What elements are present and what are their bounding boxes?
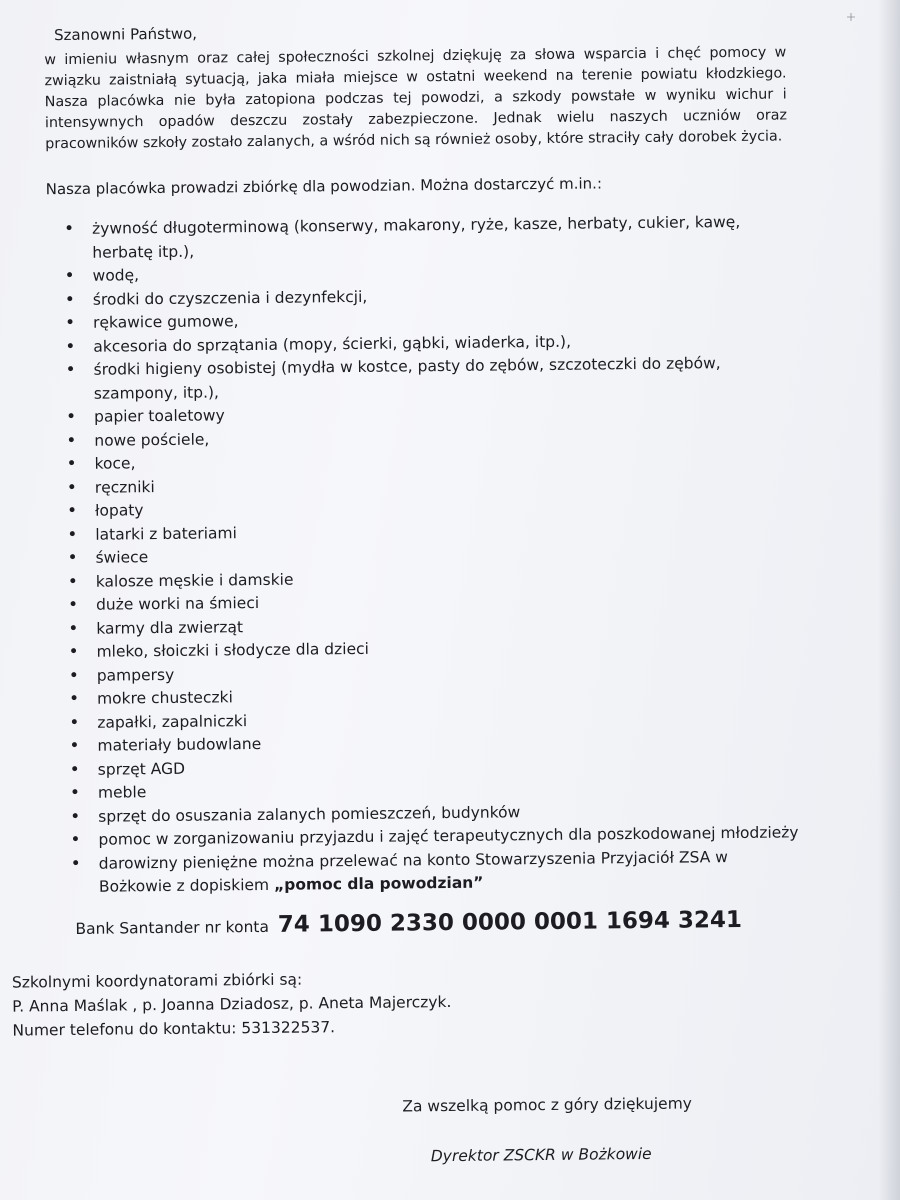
list-item: • mokre chusteczki (61, 680, 801, 711)
list-item: • środki higieny osobistej (mydła w kostce, pasty do zębów, szczoteczki do zębów, szampony, itp.), (57, 351, 797, 406)
list-item: • nowe pościele, (58, 422, 798, 453)
coordinators-names: P. Anna Maślak , p. Joanna Dziadosz, p. Aneta Majerczyk. (12, 993, 452, 1016)
list-item: • rękawice gumowe, (57, 304, 797, 335)
list-item: • sprzęt do osuszania zalanych pomieszczeń, budynków (62, 798, 802, 829)
list-item: • pomoc w zorganizowaniu przyjazdu i zajęć terapeutycznych dla poszkodowanej młodzieży (62, 821, 802, 852)
list-item: • akcesoria do sprzątania (mopy, ścierki, gąbki, wiaderka, itp.), (57, 328, 797, 359)
closing-thanks: Za wszelką pomoc z góry dziękujemy (402, 1094, 693, 1116)
list-item: • materiały budowlane (61, 727, 801, 758)
list-item: • żywność długoterminową (konserwy, makarony, ryże, kasze, herbaty, cukier, kawę, herbatę itp.), (56, 210, 796, 265)
list-item: • ręczniki (59, 469, 799, 500)
list-item: • koce, (58, 445, 798, 476)
donation-note: „pomoc dla powodzian” (273, 873, 484, 894)
greeting: Szanowni Państwo, (53, 24, 198, 45)
list-item: • sprzęt AGD (62, 751, 802, 782)
list-item: • papier toaletowy (58, 398, 798, 429)
intro-line: w imieniu własnym oraz całej społeczności szkolnej dziękuję za słowa wsparcia i chęć pomocy (44, 44, 767, 69)
list-item: • pampersy (61, 657, 801, 688)
intro-paragraph (44, 42, 787, 155)
list-item: • meble (62, 774, 802, 805)
donation-text: darowizny pieniężne można przelewać na konto Stowarzyszenia Przyjaciół ZSA w Bożkowie z dopiskiem (98, 847, 728, 896)
donation-items-list (56, 210, 803, 899)
intro-line: Nasza placówka nie była zatopiona podczas tej powodzi, a szkody powstałe w wyniku wichur (44, 86, 774, 111)
coordinators-block (12, 966, 452, 1043)
contact-phone: Numer telefonu do kontaktu: 531322537. (12, 1018, 336, 1040)
list-item: • środki do czyszczenia i dezynfekcji, (57, 281, 797, 312)
intro-line: w związku zaistniałą sytuacją, jaka miała miejsce w ostatni weekend na terenie powiatu kłodzkiego. (44, 44, 787, 90)
list-item: • świece (59, 539, 799, 570)
list-item: • zapałki, zapalniczki (61, 704, 801, 735)
bank-account-line (75, 907, 742, 940)
coordinators-heading: Szkolnymi koordynatorami zbiórki są: (11, 970, 303, 992)
list-item: • karmy dla zwierząt (60, 610, 800, 641)
donation-list-item (63, 845, 803, 900)
intro-line: i intensywnych opadów deszczu zostały zabezpieczone. Jednak wielu naszych uczniów oraz (44, 86, 788, 132)
paper-fold-mark-icon (846, 12, 856, 22)
list-item: • duże worki na śmieci (60, 586, 800, 617)
list-item: • wodę, (56, 257, 796, 288)
signature: Dyrektor ZSCKR w Bożkowie (430, 1144, 652, 1166)
list-item: • mleko, słoiczki i słodycze dla dzieci (60, 633, 800, 664)
bank-label: Bank Santander nr konta (75, 917, 270, 938)
collection-intro: Nasza placówka prowadzi zbiórkę dla powodzian. Można dostarczyć m.in.: (45, 174, 603, 199)
list-item: • łopaty (59, 492, 799, 523)
bank-account-number: 74 1090 2330 0000 0001 1694 3241 (277, 906, 743, 938)
list-item: • kalosze męskie i damskie (60, 563, 800, 594)
intro-line: pracowników szkoły zostało zalanych, a wśród nich są również osoby, które straciły cały dorobek życia. (45, 128, 783, 153)
list-item: • latarki z bateriami (59, 516, 799, 547)
